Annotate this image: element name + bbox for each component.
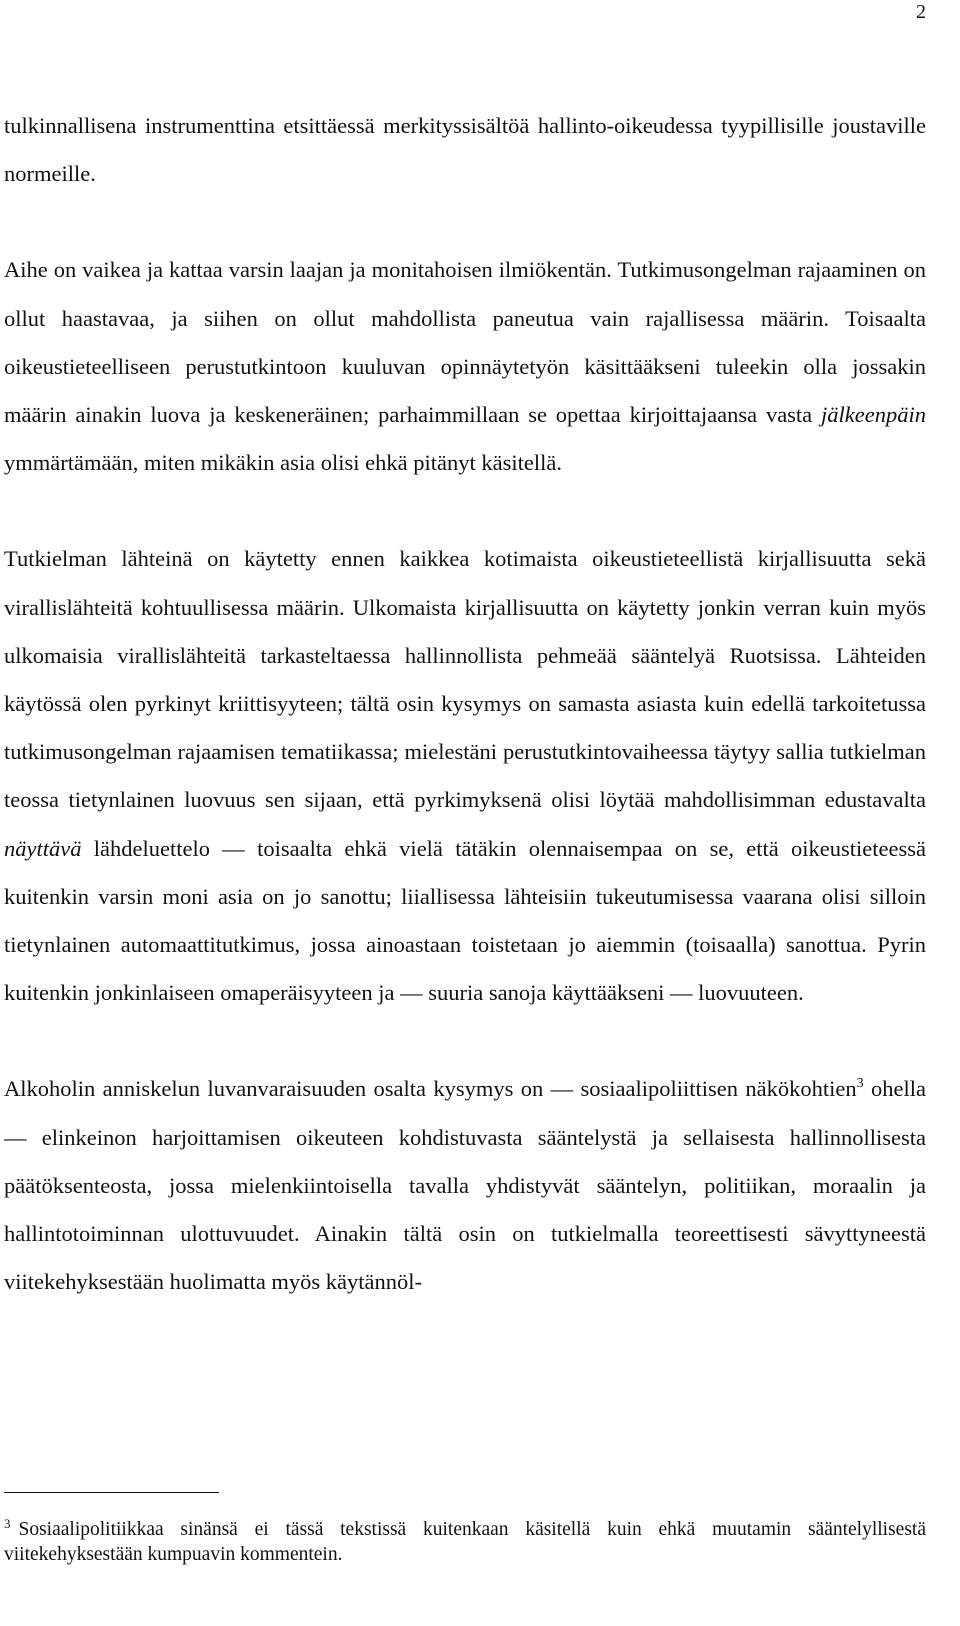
paragraph-2-text: Aihe on vaikea ja kattaa varsin laajan ja monitahoisen ilmiökentän. Tutkimusongelman rajaaminen on ollut haastavaa, ja siihen on ollut mahdollista paneutua vain rajallisessa määrin. Toisaalta oikeustieteelliseen perustutkintoon kuuluvan opinnäytetyön käsittääkseni tuleekin olla jossakin määrin ainakin luova ja keskeneräinen; parhaimmillaan se opettaa kirjoittajaansa vasta <box>4 257 926 428</box>
paragraph-2-emphasis: jälkeenpäin <box>821 402 926 428</box>
paragraph-1-text: tulkinnallisena instrumenttina etsittäessä merkityssisältöä hallinto-oikeudessa tyypillisille joustaville normeille. <box>4 113 926 187</box>
footnote-reference[interactable]: 3 <box>856 1076 864 1092</box>
footnote-text: Sosiaalipolitiikkaa sinänsä ei tässä tekstissä kuitenkaan käsitellä kuin ehkä muutamin sääntelyllisestä viitekehyksestään kumpuavin kommentein. <box>4 1519 926 1565</box>
paragraph-1 <box>4 102 926 198</box>
footnote-separator <box>4 1492 219 1493</box>
paragraph-4 <box>4 1065 926 1306</box>
paragraph-2 <box>4 246 926 487</box>
paragraph-3-text-end: lähdeluettelo — toisaalta ehkä vielä tätäkin olennaisempaa on se, että oikeustieteessä kuitenkin varsin moni asia on jo sanottu; liiallisessa lähteisiin tukeutumisessa vaarana olisi silloin tietynlainen automaattitutkimus, jossa ainoastaan toistetaan jo aiemmin (toisaalla) sanottua. Pyrin kuitenkin jonkinlaiseen omaperäisyyteen ja — suuria sanoja käyttääkseni — luovuuteen. <box>4 835 926 1006</box>
paragraph-2-text-end: ymmärtämään, miten mikäkin asia olisi ehkä pitänyt käsitellä. <box>4 450 562 476</box>
paragraph-4-text: Alkoholin anniskelun luvanvaraisuuden osalta kysymys on — sosiaalipoliittisen näkökohtien <box>4 1076 857 1102</box>
paragraph-3-text: Tutkielman lähteinä on käytetty ennen kaikkea kotimaista oikeustieteellistä kirjallisuutta sekä virallislähteitä kohtuullisessa määrin. Ulkomaista kirjallisuutta on käytetty jonkin verran kuin myös ulkomaisia virallislähteitä tarkasteltaessa hallinnollista pehmeää sääntelyä Ruotsissa. Lähteiden käytössä olen pyrkinyt kriittisyyteen; tältä osin kysymys on samasta asiasta kuin edellä tarkoitetussa tutkimusongelman rajaamisen tematiikassa; mielestäni perustutkintovaiheessa täytyy sallia tutkielman teossa tietynlainen luovuus sen sijaan, että pyrkimyksenä olisi löytää mahdollisimman edustavalta <box>4 546 926 813</box>
footnote-marker: 3 <box>4 1516 11 1531</box>
page-number: 2 <box>916 1 926 23</box>
footnote <box>4 1517 926 1567</box>
paragraph-3-emphasis: näyttävä <box>4 835 82 861</box>
body-text <box>4 102 926 1354</box>
paragraph-4-text-end: ohella — elinkeinon harjoittamisen oikeuteen kohdistuvasta sääntelystä ja sellaisesta hallinnollisesta päätöksenteosta, jossa mielenkiintoisella tavalla yhdistyvät sääntelyn, politiikan, moraalin ja hallintotoiminnan ulottuvuudet. Ainakin tältä osin on tutkielmalla teoreettisesti sävyttyneestä viitekehyksestään huolimatta myös käytännöl- <box>4 1076 926 1295</box>
paragraph-3 <box>4 535 926 1017</box>
